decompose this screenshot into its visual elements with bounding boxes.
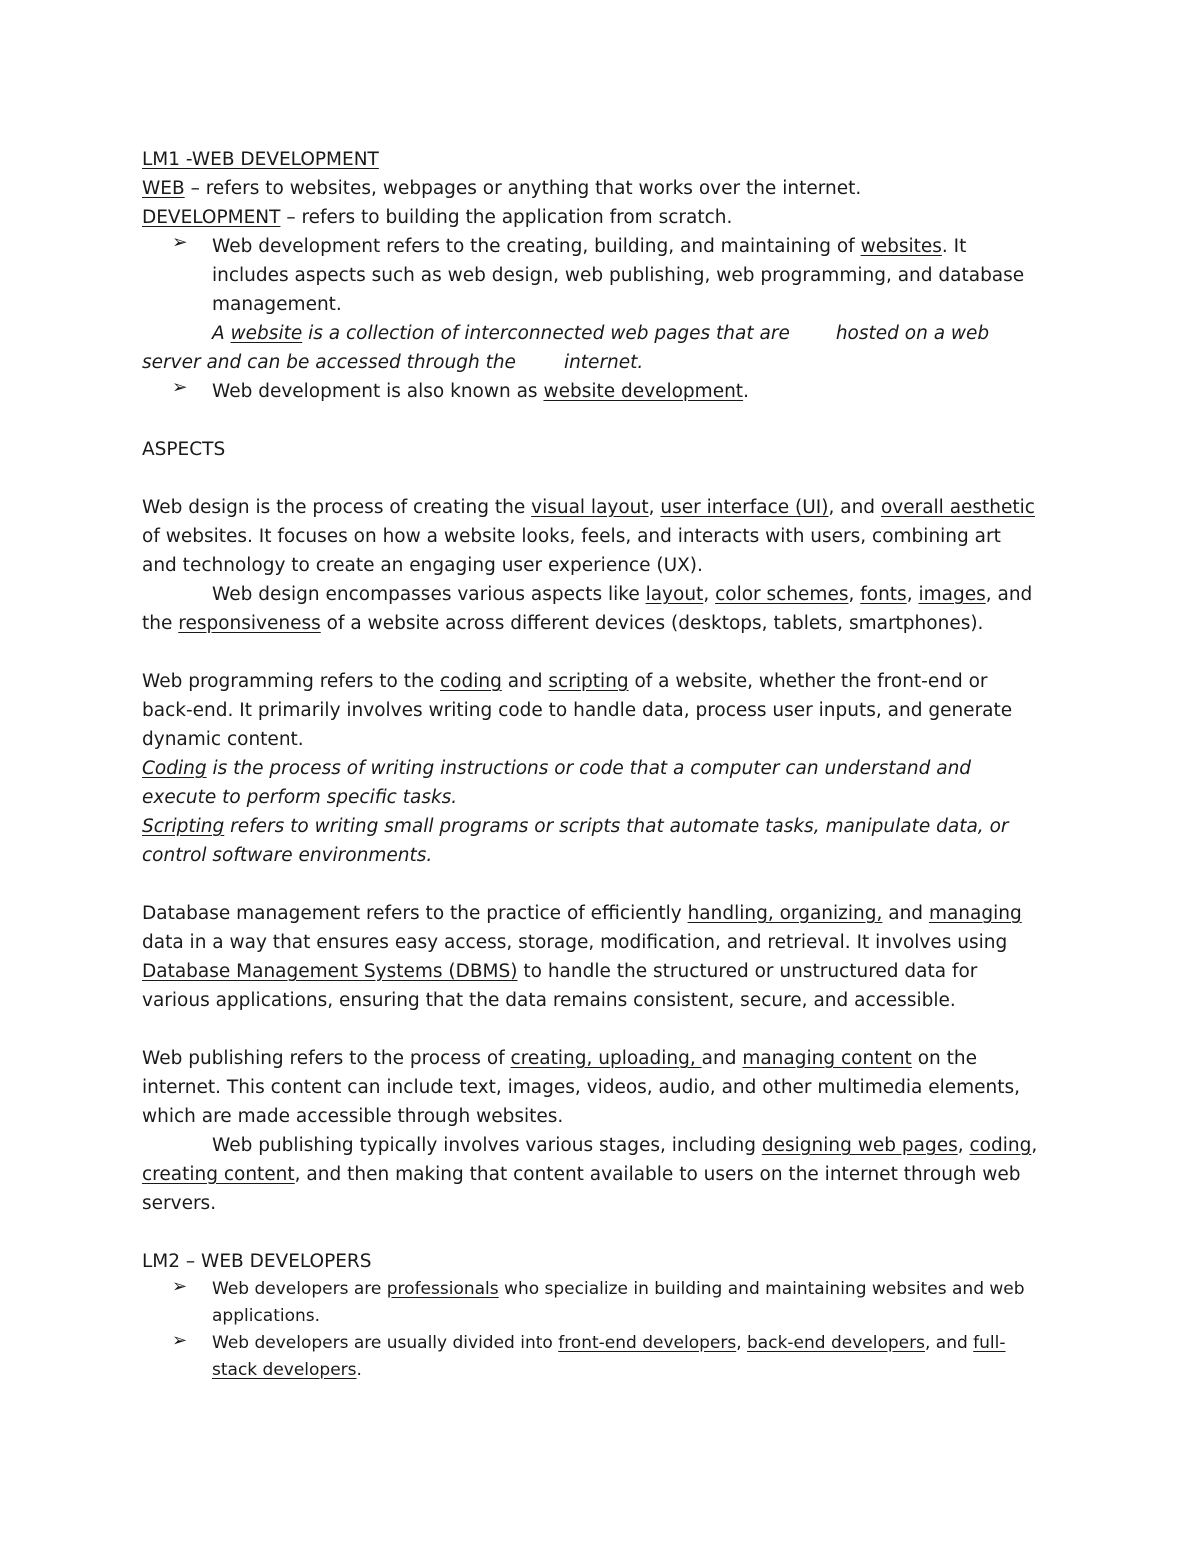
publishing-line-2: internet. This content can include text, images, videos, audio, and other multimedia elements,	[142, 1077, 1021, 1098]
lm1-bullet-1-line-2: includes aspects such as web design, web publishing, web programming, and database	[212, 265, 1025, 286]
database-line-4: various applications, ensuring that the data remains consistent, secure, and accessible.	[142, 990, 956, 1011]
scripting-term: Scripting	[142, 816, 225, 837]
publishing-line-1: Web publishing refers to the process of creating, uploading, and managing content on the	[142, 1048, 977, 1069]
development-def-text: – refers to building the application from scratch.	[280, 207, 733, 228]
coding-definition-line-2: execute to perform specific tasks.	[142, 787, 458, 808]
arrow-bullet-icon: ➢	[172, 377, 188, 398]
web-design-line-5: the responsiveness of a website across different devices (desktops, tablets, smartphones).	[142, 613, 984, 634]
lm2-heading: LM2 – WEB DEVELOPERS	[142, 1251, 372, 1272]
website-development-term: website development	[543, 381, 744, 402]
lm1-heading	[142, 145, 1062, 174]
website-term: website	[230, 323, 303, 344]
lm1-bullet-2-line-1: Web development is also known as website development.	[212, 381, 749, 402]
web-programming-line-2: back-end. It primarily involves writing code to handle data, process user inputs, and generate	[142, 700, 1013, 721]
database-line-3: Database Management Systems (DBMS) to handle the structured or unstructured data for	[142, 961, 978, 982]
web-programming-line-1: Web programming refers to the coding and scripting of a website, whether the front-end or	[142, 671, 988, 692]
web-design-line-3: and technology to create an engaging user experience (UX).	[142, 555, 703, 576]
database-line-2: data in a way that ensures easy access, storage, modification, and retrieval. It involves using	[142, 932, 1008, 953]
publishing-line-4: Web publishing typically involves various stages, including designing web pages, coding,	[212, 1135, 1038, 1156]
website-definition-line-2: server and can be accessed through the internet.	[142, 352, 644, 373]
coding-definition-line-1: Coding is the process of writing instructions or code that a computer can understand and	[142, 758, 972, 779]
publishing-line-6: servers.	[142, 1193, 217, 1214]
development-definition	[142, 203, 1062, 232]
website-definition-line-1: A website is a collection of interconnected web pages that are hosted on a web	[212, 323, 990, 344]
lm2-bullet-1-line-2: applications.	[212, 1306, 321, 1326]
arrow-bullet-icon: ➢	[172, 232, 188, 253]
scripting-definition-line-2: control software environments.	[142, 845, 433, 866]
web-term: WEB	[142, 178, 185, 199]
lm1-bullet-1-line-3: management.	[212, 294, 342, 315]
lm2-bullet-1-line-1: Web developers are professionals who specialize in building and maintaining websites and web	[212, 1279, 1025, 1299]
document-body	[142, 145, 1062, 1384]
scripting-definition-line-1: Scripting refers to writing small programs or scripts that automate tasks, manipulate data, or	[142, 816, 1009, 837]
lm1-title: LM1 -WEB DEVELOPMENT	[142, 149, 379, 170]
web-definition	[142, 174, 1062, 203]
aspects-heading: ASPECTS	[142, 439, 226, 460]
publishing-line-5: creating content, and then making that content available to users on the internet through web	[142, 1164, 1021, 1185]
web-design-line-1: Web design is the process of creating the visual layout, user interface (UI), and overall aesthetic	[142, 497, 1035, 518]
web-design-line-4: Web design encompasses various aspects like layout, color schemes, fonts, images, and	[212, 584, 1033, 605]
publishing-line-3: which are made accessible through websites.	[142, 1106, 564, 1127]
lm2-bullet-1	[142, 1276, 1062, 1330]
database-line-1: Database management refers to the practice of efficiently handling, organizing, and managing	[142, 903, 1022, 924]
web-design-line-2: of websites. It focuses on how a website looks, feels, and interacts with users, combining art	[142, 526, 1001, 547]
lm2-bullet-2	[142, 1330, 1062, 1384]
arrow-bullet-icon: ➢	[172, 1276, 188, 1297]
websites-term: websites	[860, 236, 942, 257]
coding-term: Coding	[142, 758, 207, 779]
lm1-bullet-1-line-1: Web development refers to the creating, building, and maintaining of websites. It	[212, 236, 967, 257]
lm1-bullet-2	[142, 377, 1062, 406]
arrow-bullet-icon: ➢	[172, 1330, 188, 1351]
web-def-text: – refers to websites, webpages or anything that works over the internet.	[184, 178, 862, 199]
development-term: DEVELOPMENT	[142, 207, 281, 228]
lm2-bullet-2-line-2: stack developers.	[212, 1360, 362, 1380]
web-programming-line-3: dynamic content.	[142, 729, 304, 750]
lm1-bullet-1	[142, 232, 1062, 319]
lm2-bullet-2-line-1: Web developers are usually divided into front-end developers, back-end developers, and full-	[212, 1333, 1006, 1353]
